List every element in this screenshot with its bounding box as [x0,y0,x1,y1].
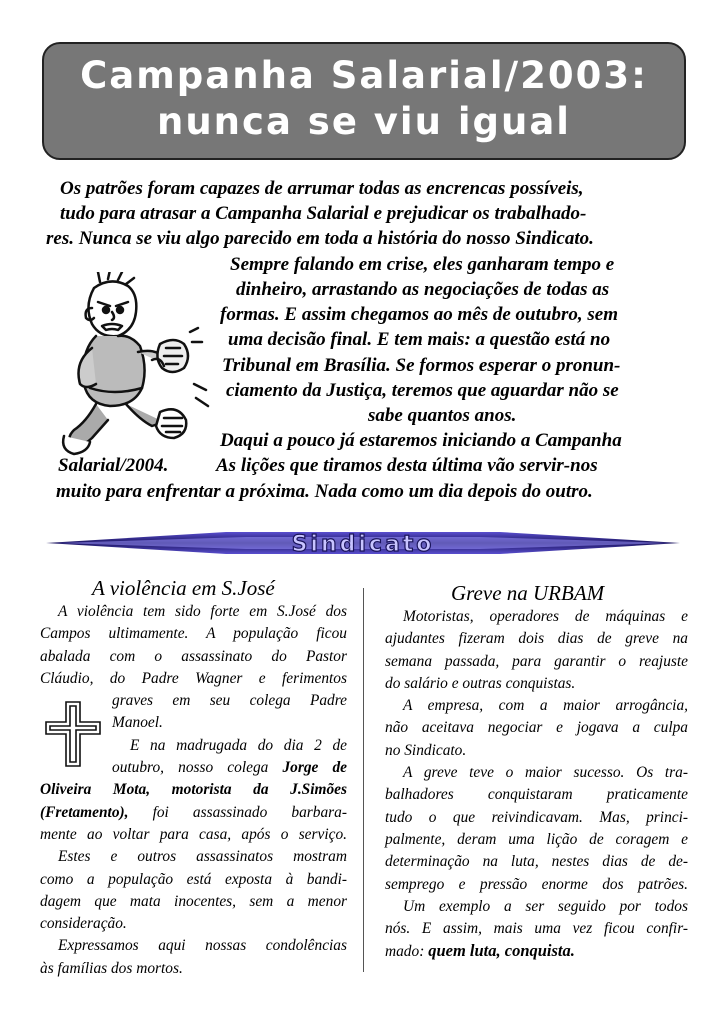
paragraph-line: ajudantes fizeram dois dias de greve na [385,630,688,648]
paragraph-line: determinação na luta, nestes dias de de- [385,853,688,871]
paragraph-text: mado: [385,943,429,961]
intro-line: tudo para atrasar a Campanha Salarial e prejudicar os trabalhado- [60,203,587,224]
headline-line-2: nunca se viu igual [157,100,571,143]
paragraph-line: balhadores conquistaram praticamente [385,786,688,804]
paragraph-line: nós. E assim, mais uma vez ficou confir- [385,920,688,938]
paragraph-line: Cláudio, do Padre Wagner e ferimentos [40,669,347,687]
banner-text: Sindicato [291,532,435,557]
victim-details: Oliveira Mota, motorista da J.Simões [40,781,347,799]
paragraph-text: outubro, nosso colega [112,759,283,777]
intro-line: formas. E assim chegamos ao mês de outubro, sem [220,304,618,325]
paragraph-line: às famílias dos mortos. [40,959,183,977]
intro-line: Daqui a pouco já estaremos iniciando a Campanha [220,430,622,451]
intro-line: uma decisão final. E tem mais: a questão está no [228,329,611,350]
intro-line: Salarial/2004. [58,455,169,476]
right-article-body [385,606,688,964]
intro-line: res. Nunca se viu algo parecido em toda a história do nosso Sindicato. [46,228,594,249]
paragraph-line: abalada com o assassinato do Pastor [40,647,347,665]
headline-box [42,42,686,160]
paragraph-line: semana passada, para garantir o reajuste [385,652,688,670]
left-article-title: A violência em S.José [92,576,275,600]
paragraph-line: graves em seu colega Padre [112,692,347,710]
paragraph-line: não aceitava negociar e jogava a culpa [385,719,688,737]
right-article-title: Greve na URBAM [451,581,605,605]
paragraph-line [40,802,347,824]
sindicato-banner [46,526,680,560]
headline-line-1: Campanha Salarial/2003: [80,54,648,97]
intro-line: Sempre falando em crise, eles ganharam tempo e [230,254,615,275]
paragraph-text: foi assassinado barbara- [128,803,347,821]
paragraph-line: A greve teve o maior sucesso. Os tra- [403,764,688,782]
company-name: (Fretamento), [40,803,129,821]
left-article-body [40,601,347,980]
paragraph-line: palmente, deram uma lição de coragem e [385,830,688,848]
intro-line: muito para enfrentar a próxima. Nada como um dia depois do outro. [56,481,593,502]
paragraph-line: E na madrugada do dia 2 de [130,736,347,754]
paragraph-line: Expressamos aqui nossas condolências [58,937,347,955]
paragraph-line: A empresa, com a maior arrogância, [403,697,688,715]
paragraph-line: no Sindicato. [385,741,467,759]
paragraph-line [385,940,688,963]
intro-line: As lições que tiramos desta última vão servir-nos [216,455,598,476]
intro-line: dinheiro, arrastando as negociações de todas as [236,279,610,300]
paragraph-line: A violência tem sido forte em S.José dos [58,603,347,620]
intro-line: Os patrões foram capazes de arrumar todas as encrencas possíveis, [60,178,584,199]
paragraph-line: Estes e outros assassinatos mostram [58,848,347,866]
paragraph-line: Manoel. [112,714,163,732]
paragraph-line [112,757,347,779]
intro-line: sabe quantos anos. [368,405,517,426]
paragraph-line: dagem que mata inocentes, sem a menor [40,892,347,910]
angry-worker-illustration [56,272,216,462]
closing-slogan: quem luta, conquista. [428,941,575,961]
paragraph-line: como a população está exposta à bandi- [40,870,347,888]
paragraph-line: consideração. [40,915,127,933]
paragraph-line: do salário e outras conquistas. [385,674,576,692]
intro-line: Tribunal em Brasília. Se formos esperar o pronun- [222,355,621,376]
column-divider [363,588,364,972]
paragraph-line: Motoristas, operadores de máquinas e [403,608,688,625]
paragraph-line: semprego e pressão enorme dos patrões. [385,875,688,893]
victim-name: Jorge de [282,759,347,777]
paragraph-line: Um exemplo a ser seguido por todos [403,897,688,915]
intro-line: ciamento da Justiça, teremos que aguardar não se [226,380,619,401]
paragraph-line: mente ao voltar para casa, após o serviço. [40,825,347,843]
paragraph-line: Campos ultimamente. A população ficou [40,625,347,643]
paragraph-line: tudo o que reivindicavam. Mas, princi- [385,808,688,826]
